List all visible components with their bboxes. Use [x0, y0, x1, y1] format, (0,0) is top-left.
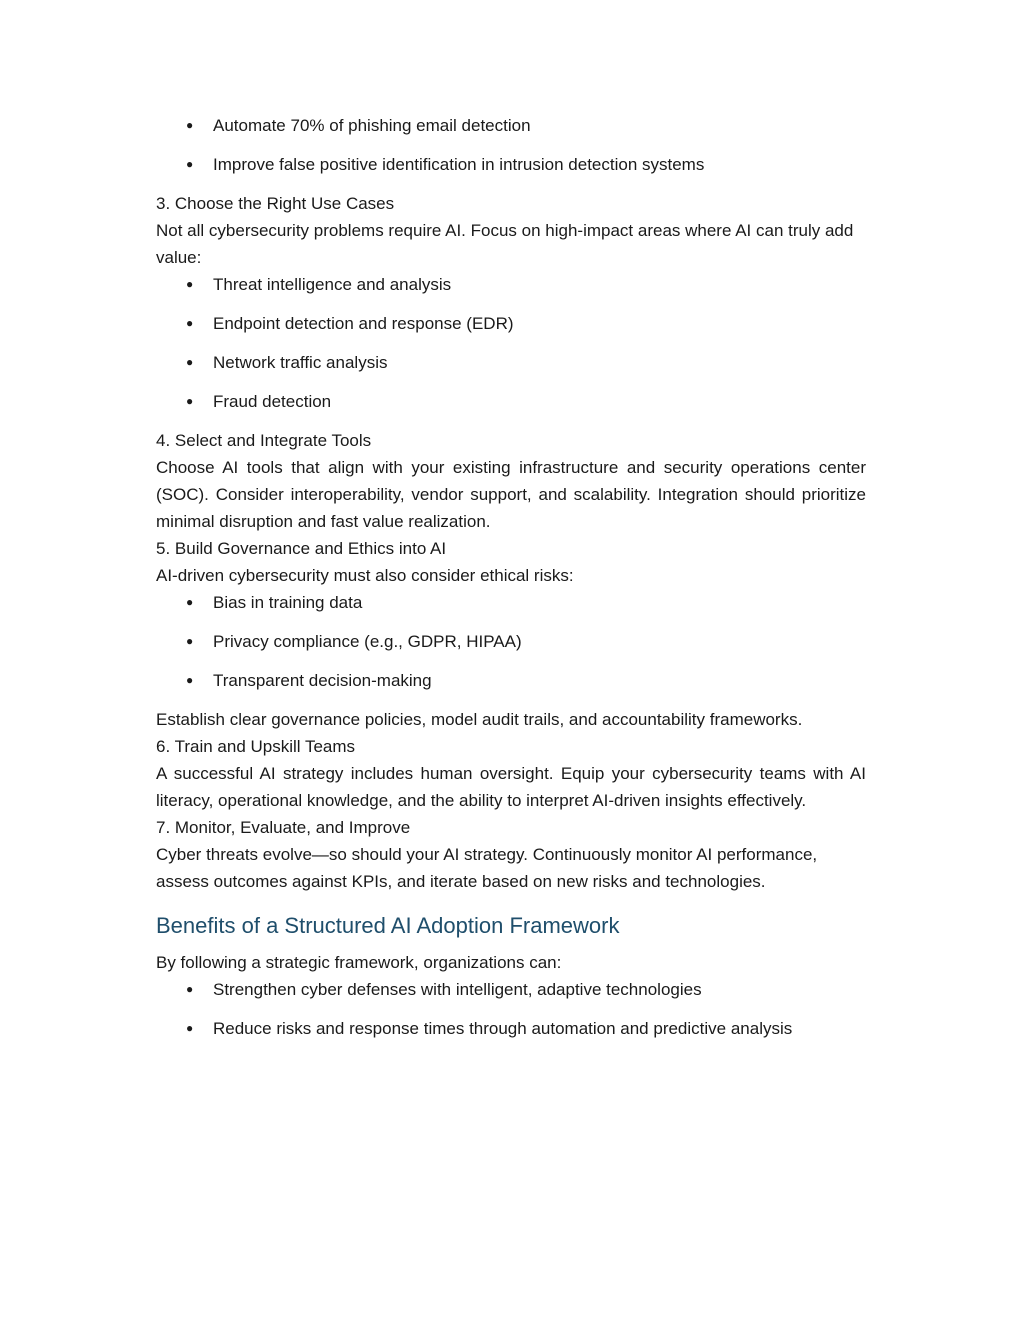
bullet-icon: ● — [186, 277, 194, 291]
list-item-text: Improve false positive identification in intrusion detection systems — [213, 155, 705, 174]
benefits-intro: By following a strategic framework, organizations can: — [156, 953, 562, 972]
list-item — [156, 310, 866, 337]
top-bullet-list — [156, 112, 866, 178]
list-item-text: Transparent decision-making — [213, 671, 432, 690]
list-item-text: Endpoint detection and response (EDR) — [213, 314, 514, 333]
step6-body: A successful AI strategy includes human oversight. Equip your cybersecurity teams with AI literacy, operational knowledge, and the ability to interpret AI-driven insights effectively. — [156, 764, 866, 810]
bullet-icon: ● — [186, 1021, 194, 1035]
step6-heading: 6. Train and Upskill Teams — [156, 737, 356, 756]
step7-heading: 7. Monitor, Evaluate, and Improve — [156, 818, 411, 837]
list-item-text: Fraud detection — [213, 392, 332, 411]
step5-intro: AI-driven cybersecurity must also consider ethical risks: — [156, 566, 574, 585]
step5-outro: Establish clear governance policies, model audit trails, and accountability frameworks. — [156, 710, 803, 729]
list-item — [156, 628, 866, 655]
bullet-icon: ● — [186, 982, 194, 996]
step7-body: Cyber threats evolve—so should your AI strategy. Continuously monitor AI performance, assess outcomes against KPIs, and iterate based on new risks and technologies. — [156, 845, 818, 891]
step4-body: Choose AI tools that align with your existing infrastructure and security operations center (SOC). Consider interoperability, vendor support, and scalability. Integration should prioritize minimal disruption and fast value realization. — [156, 458, 866, 531]
step5-bullet-list — [156, 589, 866, 694]
list-item — [156, 976, 866, 1003]
document-body — [156, 112, 866, 1054]
list-item-text: Threat intelligence and analysis — [213, 275, 452, 294]
step5-heading: 5. Build Governance and Ethics into AI — [156, 539, 447, 558]
list-item-text: Privacy compliance (e.g., GDPR, HIPAA) — [213, 632, 522, 651]
bullet-icon: ● — [186, 595, 194, 609]
list-item — [156, 271, 866, 298]
list-item-text: Strengthen cyber defenses with intelligent, adaptive technologies — [213, 980, 702, 999]
list-item — [156, 667, 866, 694]
list-item-text: Automate 70% of phishing email detection — [213, 116, 531, 135]
bullet-icon: ● — [186, 394, 194, 408]
list-item — [156, 388, 866, 415]
step3-intro: Not all cybersecurity problems require AI. Focus on high-impact areas where AI can truly add value: — [156, 221, 854, 267]
benefits-heading: Benefits of a Structured AI Adoption Framework — [156, 913, 620, 938]
list-item — [156, 1015, 866, 1042]
bullet-icon: ● — [186, 118, 194, 132]
bullet-icon: ● — [186, 316, 194, 330]
list-item-text: Reduce risks and response times through automation and predictive analysis — [213, 1019, 793, 1038]
bullet-icon: ● — [186, 673, 194, 687]
list-item-text: Network traffic analysis — [213, 353, 388, 372]
list-item-text: Bias in training data — [213, 593, 363, 612]
bullet-icon: ● — [186, 157, 194, 171]
list-item — [156, 151, 866, 178]
step3-bullet-list — [156, 271, 866, 415]
step4-heading: 4. Select and Integrate Tools — [156, 431, 372, 450]
bullet-icon: ● — [186, 634, 194, 648]
bullet-icon: ● — [186, 355, 194, 369]
list-item — [156, 112, 866, 139]
benefits-bullet-list — [156, 976, 866, 1042]
step3-heading: 3. Choose the Right Use Cases — [156, 194, 395, 213]
list-item — [156, 349, 866, 376]
list-item — [156, 589, 866, 616]
